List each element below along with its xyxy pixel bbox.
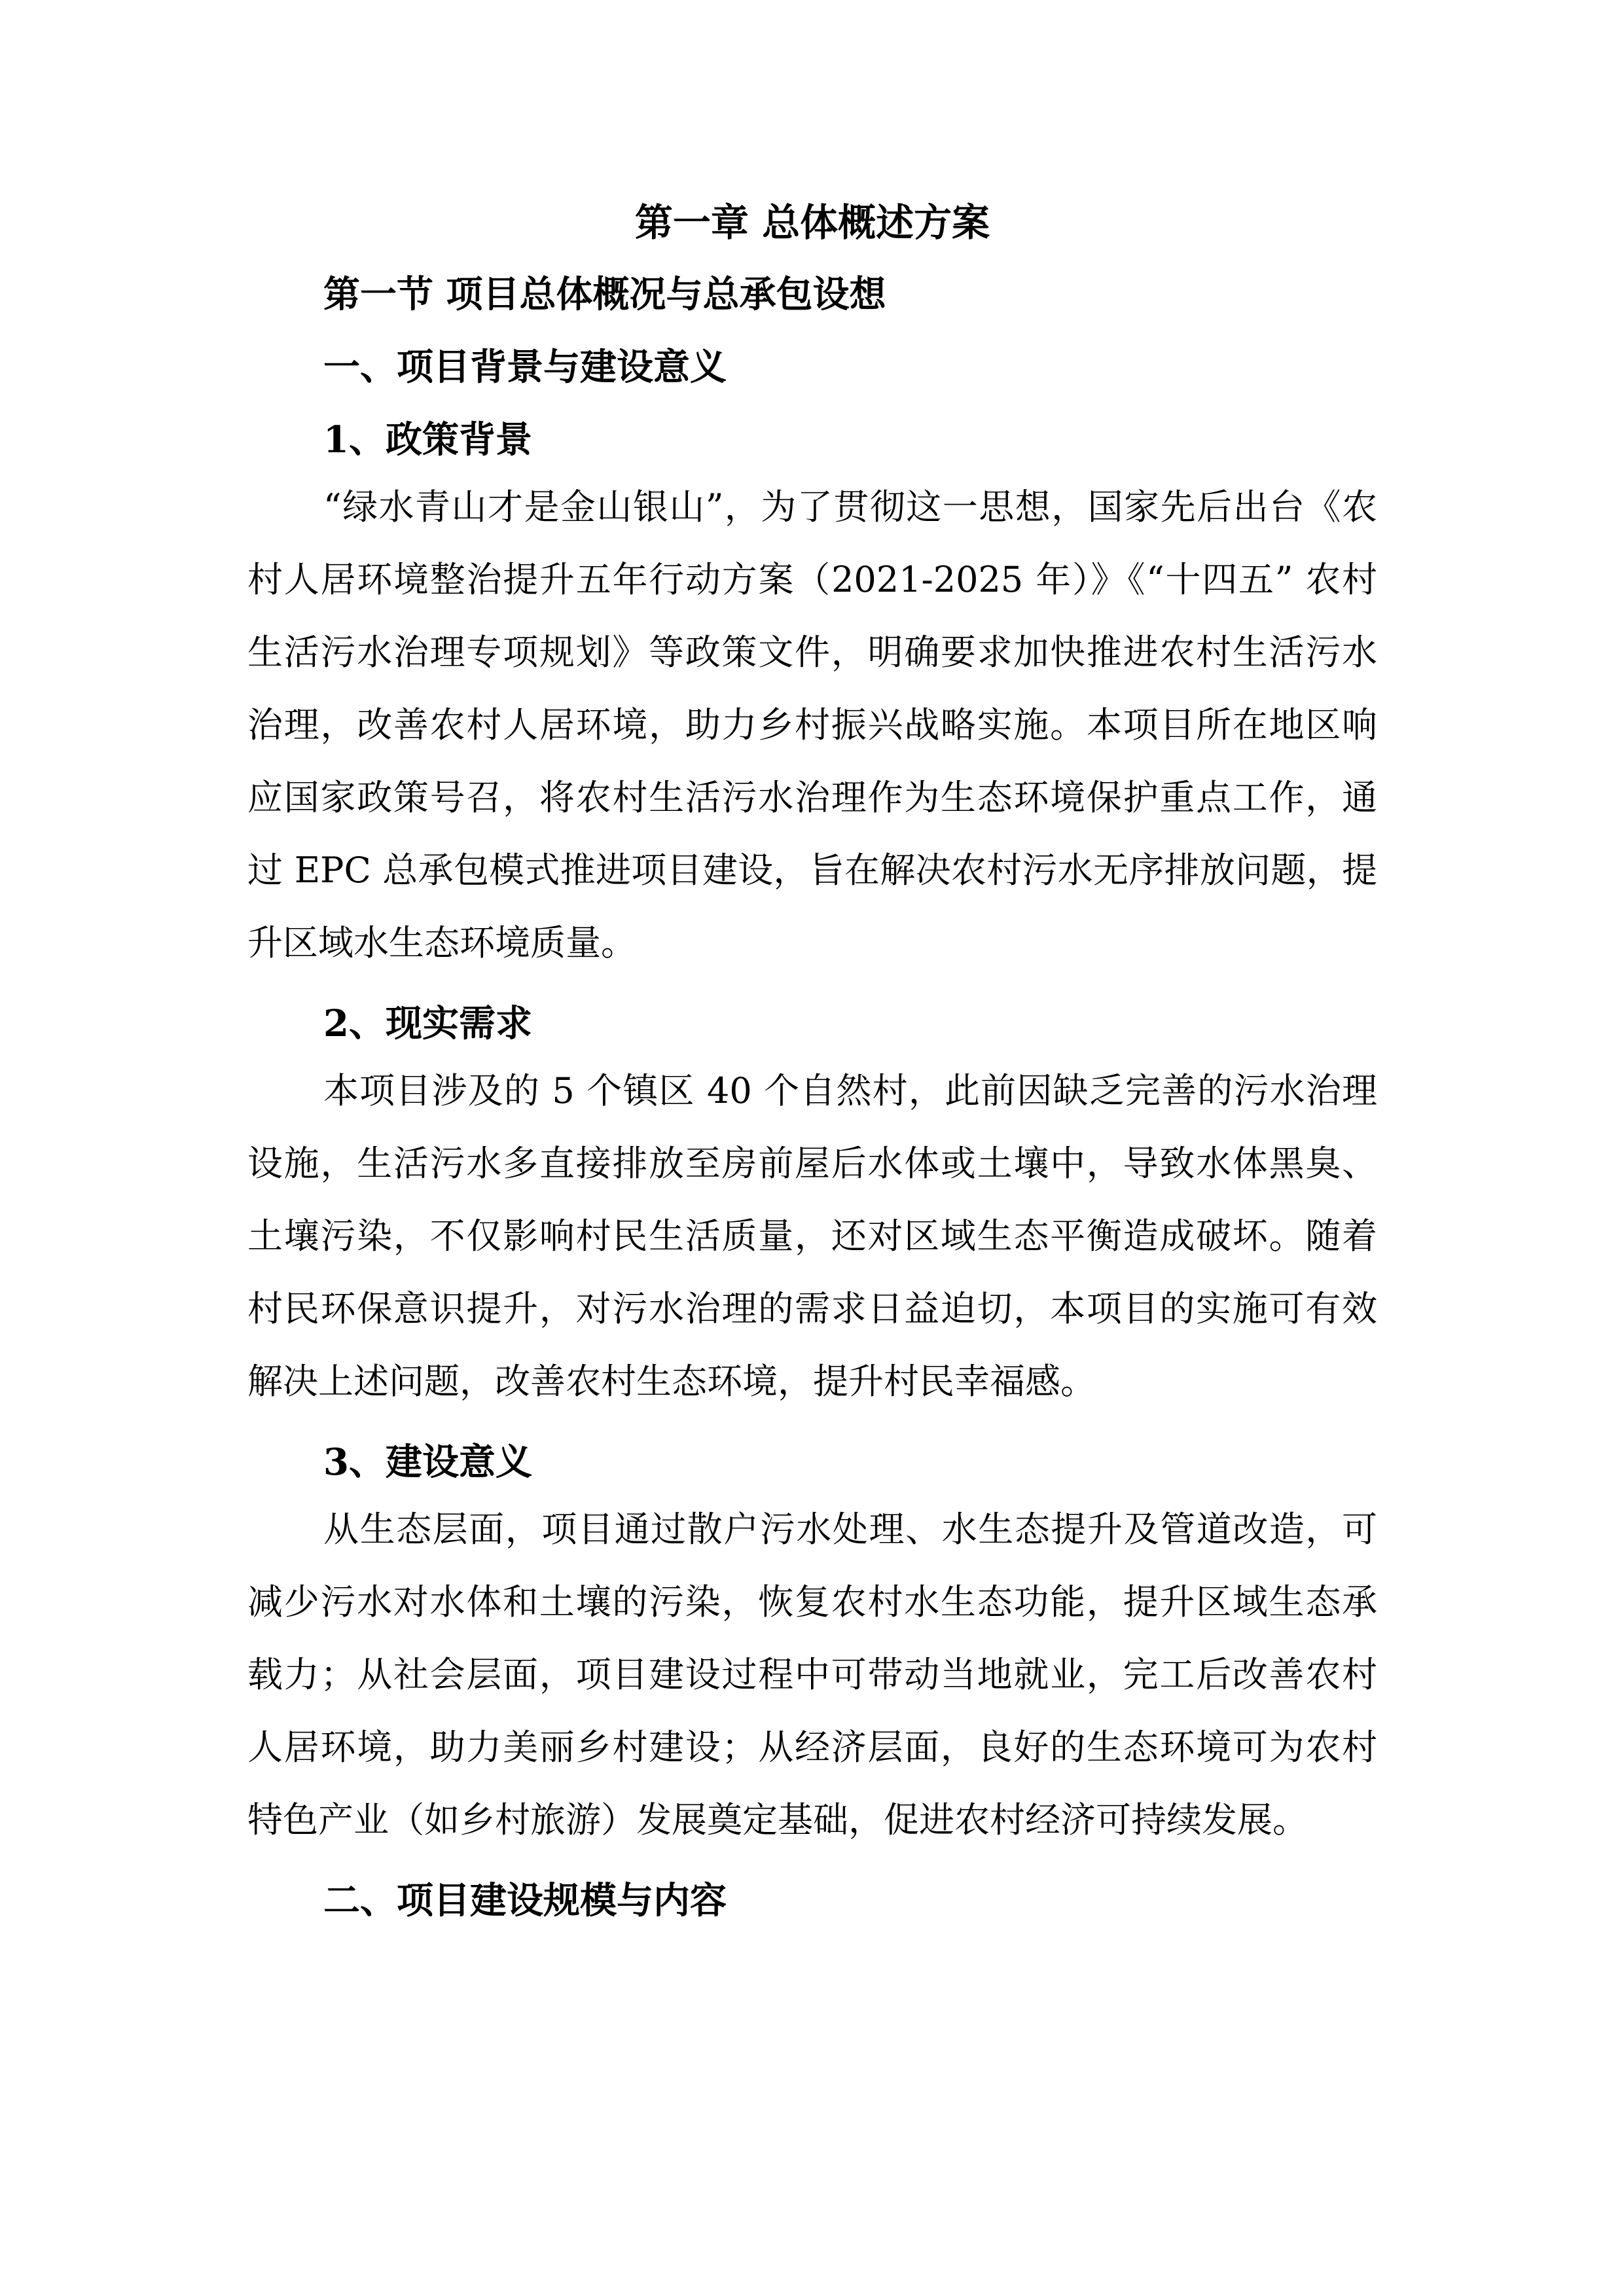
policy-background-text: “绿水青山才是金山银山”，为了贯彻这一思想，国家先后出台《农村人居环境整治提升五年行动方案（2021-2025 年）》《“十四五” 农村生活污水治理专项规划》等政策文件，明确要求加快推进农村生活污水治理，改善农村人居环境，助力乡村振兴战略实施。本项目所在地区响应国家政策号召，将农村生活污水治理作为生态环境保护重点工作，通过 EPC 总承包模式推进项目建设，旨在解决农村污水无序排放问题，提升区域水生态环境质量。 <box>247 486 1377 963</box>
practical-needs-title: 2、现实需求 <box>323 1002 532 1045</box>
section-title: 第一节 项目总体概况与总承包设想 <box>323 273 886 316</box>
practical-needs-text: 本项目涉及的 5 个镇区 40 个自然村，此前因缺乏完善的污水治理设施，生活污水多直接排放至房前屋后水体或土壤中，导致水体黑臭、土壤污染，不仅影响村民生活质量，还对区域生态平衡造成破坏。随着村民环保意识提升，对污水治理的需求日益迫切，本项目的实施可有效解决上述问题，改善农村生态环境，提升村民幸福感。 <box>247 1070 1377 1402</box>
part1-title: 一、项目背景与建设意义 <box>323 346 727 389</box>
policy-background-title: 1、政策背景 <box>323 418 532 461</box>
document-body <box>247 196 1377 1947</box>
construction-significance-title: 3、建设意义 <box>323 1441 532 1484</box>
construction-significance-text: 从生态层面，项目通过散户污水处理、水生态提升及管道改造，可减少污水对水体和土壤的污染，恢复农村水生态功能，提升区域生态承载力；从社会层面，项目建设过程中可带动当地就业，完工后改善农村人居环境，助力美丽乡村建设；从经济层面，良好的生态环境可为农村特色产业（如乡村旅游）发展奠定基础，促进农村经济可持续发展。 <box>247 1509 1377 1840</box>
chapter-title: 第一章 总体概述方案 <box>634 200 990 245</box>
part2-title: 二、项目建设规模与内容 <box>323 1879 727 1922</box>
